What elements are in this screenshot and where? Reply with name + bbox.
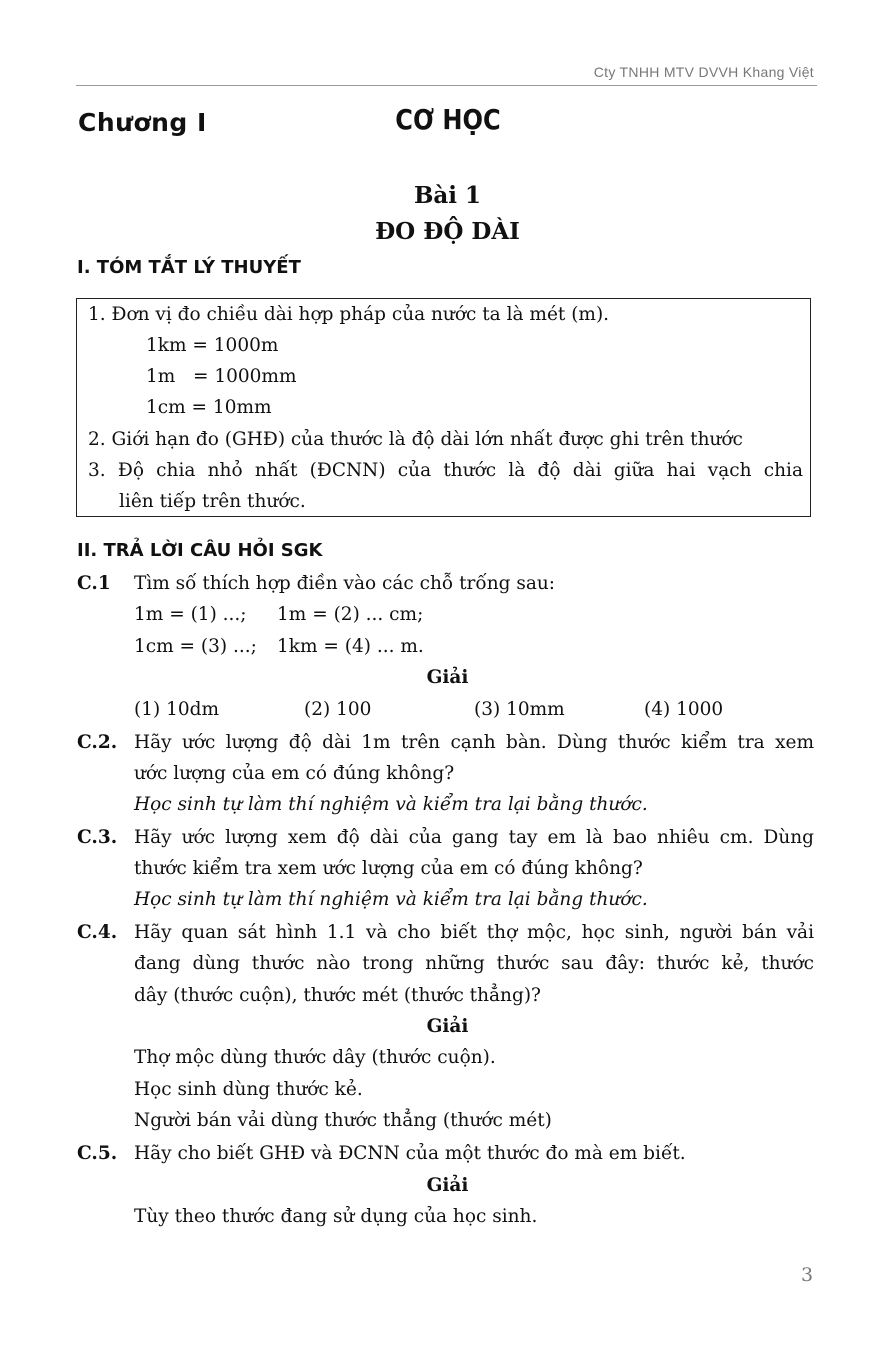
fill-blank: 1cm = (3) ...;	[134, 636, 257, 657]
fill-blank: 1m = (2) ... cm;	[277, 604, 424, 625]
theory-equation: 1m = 1000mm	[146, 366, 297, 387]
answer-item: (1) 10dm	[134, 699, 220, 720]
solution-label: Giải	[426, 1175, 469, 1196]
solution-label: Giải	[426, 1016, 469, 1037]
theory-item-3: 3. Độ chia nhỏ nhất (ĐCNN) của thước là độ dài giữa hai vạch chia	[88, 460, 803, 481]
answer-text: Thợ mộc dùng thước dây (thước cuộn).	[134, 1047, 496, 1068]
question-text: Hãy quan sát hình 1.1 và cho biết thợ mộc, học sinh, người bán vải	[134, 922, 814, 943]
question-label-c3: C.3.	[77, 827, 118, 848]
answer-text: Tùy theo thước đang sử dụng của học sinh.	[134, 1206, 538, 1227]
question-label-c1: C.1	[77, 573, 111, 594]
publisher-header: Cty TNHH MTV DVVH Khang Việt	[593, 64, 814, 80]
question-text: Tìm số thích hợp điền vào các chỗ trống sau:	[134, 573, 556, 594]
theory-item-1: 1. Đơn vị đo chiều dài hợp pháp của nước ta là mét (m).	[88, 304, 610, 325]
question-text: Hãy ước lượng xem độ dài của gang tay em là bao nhiêu cm. Dùng	[134, 827, 814, 848]
question-text: Hãy cho biết GHĐ và ĐCNN của một thước đo mà em biết.	[134, 1143, 686, 1164]
answer-text: Người bán vải dùng thước thẳng (thước mét)	[134, 1110, 552, 1131]
chapter-title: CƠ HỌC	[395, 103, 501, 136]
page-number: 3	[801, 1264, 814, 1286]
answer-text: Học sinh dùng thước kẻ.	[134, 1079, 363, 1100]
question-label-c5: C.5.	[77, 1143, 118, 1164]
question-text: thước kiểm tra xem ước lượng của em có đúng không?	[134, 858, 643, 879]
theory-item-2: 2. Giới hạn đo (GHĐ) của thước là độ dài lớn nhất được ghi trên thước	[88, 429, 743, 450]
header-divider	[76, 85, 817, 86]
answer-item: (2) 100	[304, 699, 372, 720]
theory-item-3-continued: liên tiếp trên thước.	[119, 491, 306, 512]
question-text: ước lượng của em có đúng không?	[134, 763, 455, 784]
answer-item: (3) 10mm	[474, 699, 565, 720]
fill-blank: 1m = (1) ...;	[134, 604, 247, 625]
question-label-c4: C.4.	[77, 922, 118, 943]
section-heading-theory: I. TÓM TẮT LÝ THUYẾT	[77, 257, 301, 278]
chapter-label: Chương I	[78, 108, 207, 137]
fill-blank: 1km = (4) ... m.	[277, 636, 424, 657]
answer-text: Học sinh tự làm thí nghiệm và kiểm tra lại bằng thước.	[134, 794, 648, 815]
answer-item: (4) 1000	[644, 699, 724, 720]
lesson-title: ĐO ĐỘ DÀI	[375, 218, 520, 245]
theory-equation: 1cm = 10mm	[146, 397, 272, 418]
answer-text: Học sinh tự làm thí nghiệm và kiểm tra lại bằng thước.	[134, 889, 648, 910]
question-text: đang dùng thước nào trong những thước sau đây: thước kẻ, thước	[134, 953, 814, 974]
question-text: Hãy ước lượng độ dài 1m trên cạnh bàn. Dùng thước kiểm tra xem	[134, 732, 814, 753]
theory-equation: 1km = 1000m	[146, 335, 279, 356]
section-heading-answers: II. TRẢ LỜI CÂU HỎI SGK	[77, 540, 323, 561]
solution-label: Giải	[426, 667, 469, 688]
lesson-number: Bài 1	[413, 182, 482, 209]
question-label-c2: C.2.	[77, 732, 118, 753]
question-text: dây (thước cuộn), thước mét (thước thẳng)?	[134, 985, 541, 1006]
